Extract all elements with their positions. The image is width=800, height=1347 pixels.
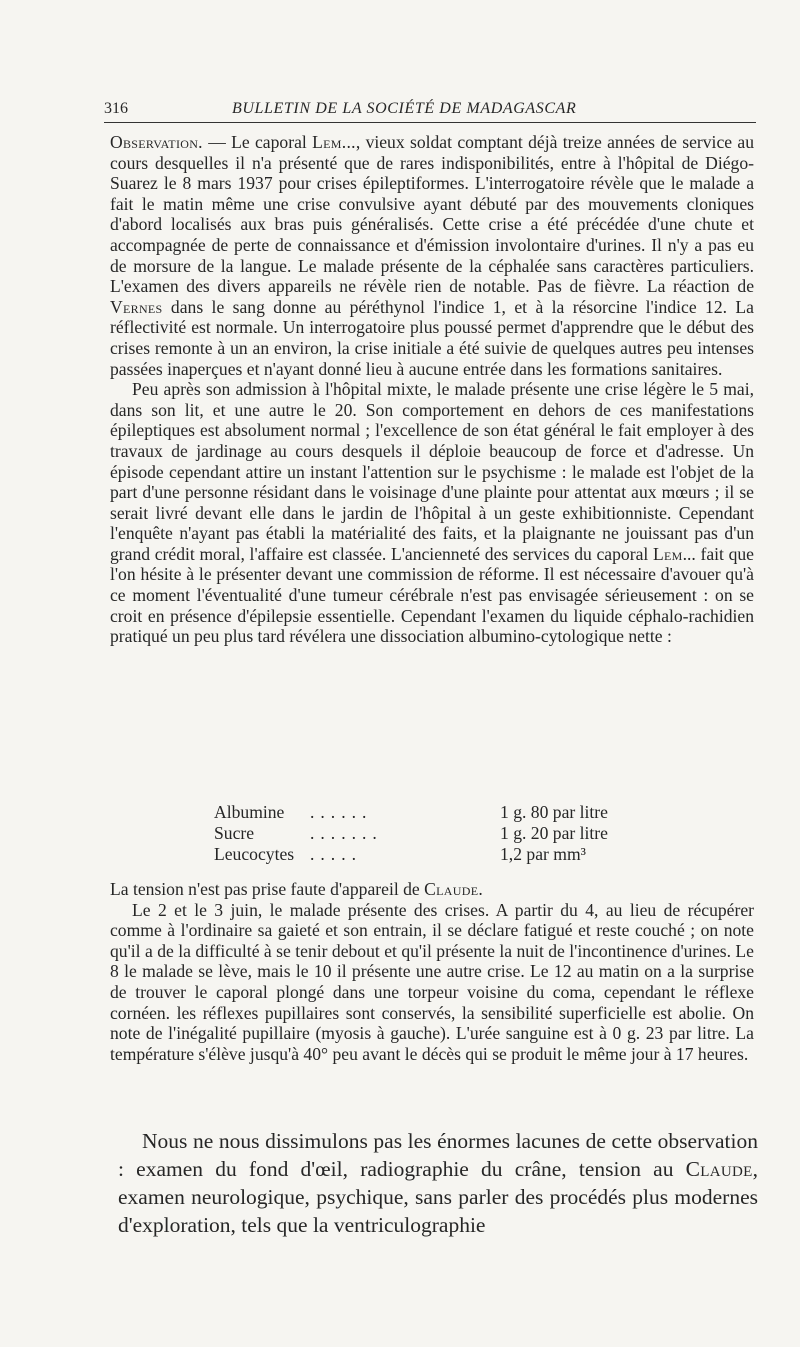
vernes-name: Vernes (110, 296, 163, 317)
observation-paragraph-2 (110, 379, 754, 647)
tension-paragraph (110, 879, 754, 900)
lab-value: 1,2 par mm³ (500, 844, 586, 864)
lab-name: Leucocytes (214, 844, 295, 864)
evolution-paragraph: Le 2 et le 3 juin, le malade présente des crises. A partir du 4, au lieu de récupérer comme à l'ordinaire sa gaieté et son entrain, il se déclare fatigué et reste couché ; on note qu'il a de la difficulté à se tenir debout et qu'il présente la nuit de l'incontinence d'urines. Le 8 le malade se lève, mais le 10 il présente une autre crise. Le 12 au matin on a la surprise de trouver le caporal plongé dans une torpeur voisine du coma, cependant le réflexe cornéen. les réflexes pupillaires sont conservés, la sensibilité superficielle est abolie. On note de l'inégalité pupillaire (myosis à gauche). L'urée sanguine est à 0 g. 23 par litre. La température s'élève jusqu'à 40° peu avant le décès qui se produit le même jour à 17 heures. (110, 899, 754, 1064)
running-title: BULLETIN DE LA SOCIÉTÉ DE MADAGASCAR (232, 100, 577, 117)
discussion-section (118, 1127, 758, 1239)
lab-leader-dots: ...... (310, 802, 373, 822)
lab-value: 1 g. 80 par litre (500, 802, 608, 822)
lab-name: Albumine (214, 802, 285, 822)
lab-name: Sucre (214, 823, 255, 843)
discussion-text-a: Nous ne nous dissimulons pas les énormes lacunes de cette observation : examen du fond d'œil, radiographie du crâne, tension au (118, 1129, 758, 1181)
lab-leader-dots: ..... (310, 844, 362, 864)
observation-text-a: — Le caporal (202, 132, 313, 152)
observation-section (110, 132, 754, 647)
discussion-text-b: , examen neurologique, psychique, sans parler des procédés plus modernes d'exploration, tels que la ventriculographie (118, 1157, 758, 1237)
tension-text-a: La tension n'est pas prise faute d'appareil de (110, 879, 425, 899)
patient-name: Lem... (312, 132, 356, 152)
lab-results-table (214, 802, 664, 865)
lab-row (214, 844, 664, 865)
claude-name-2: Claude (685, 1157, 753, 1181)
paragraph-2-text-b: ... fait que l'on hésite à le présenter devant une commission de réforme. Il est nécessaire d'avouer qu'à ce moment l'éventualité d'une tumeur cérébrale n'est pas envisagée sérieusement : on se croit en présence d'épilepsie essentielle. Cependant l'examen du liquide céphalo-rachidien pratiqué un peu plus tard révélera une dissociation albumino-cytologique nette : (110, 543, 754, 647)
page-number: 316 (104, 100, 128, 117)
paragraph-2-text-a: Peu après son admission à l'hôpital mixte, le malade présente une crise légère le 5 mai, dans son lit, et une autre le 20. Son comportement en dehors de ces manifestations épileptiques est absolument normal ; l'excellence de son état général le fait employer à des travaux de jardinage au cours desquels il déploie beaucoup de force et d'adresse. Un épisode cependant attire un instant l'attention sur le psychisme : le malade est l'objet de la part d'une personne résidant dans le voisinage d'une plainte pour attentat aux mœurs ; il se serait livré devant elle dans le jardin de l'hôpital à un geste exhibitionniste. Cependant l'enquête n'ayant pas établi la matérialité des faits, et la plaignante ne jouissant pas d'un grand crédit moral, l'affaire est classée. L'ancienneté des services du caporal (110, 379, 754, 564)
claude-name: Claude (424, 879, 479, 899)
tension-text-b: . (478, 879, 483, 899)
followup-section (110, 879, 754, 1064)
observation-text-c: dans le sang donne au péréthynol l'indice 1, et à la résorcine l'indice 12. La réflectivité est normale. Un interrogatoire plus poussé permet d'apprendre que le début des crises remonte à un an environ, la crise initiale a été suivie de quelques autres peu intenses passées inaperçues et n'ayant donné lieu à aucune entrée dans les formations sanitaires. (110, 296, 754, 379)
discussion-paragraph (118, 1127, 758, 1239)
patient-name-2: Lem (652, 543, 683, 564)
lab-leader-dots: ....... (310, 823, 383, 843)
observation-paragraph-1 (110, 132, 754, 379)
lab-value: 1 g. 20 par litre (500, 823, 608, 843)
lab-row (214, 802, 664, 823)
page-header (104, 98, 756, 123)
observation-label: Observation. (110, 132, 203, 152)
lab-row (214, 823, 664, 844)
observation-text-b: , vieux soldat comptant déjà treize années de service au cours desquelles il n'a présenté que de rares indisponibilités, entre à l'hôpital de Diégo-Suarez le 8 mars 1937 pour crises épileptiformes. L'interrogatoire révèle que le malade a fait le matin même une crise convulsive ayant débuté par des mouvements cloniques d'abord localisés aux bras puis généralisés. Cette crise a été précédée d'une chute et accompagnée de perte de connaissance et d'émission involontaire d'urines. Il n'y a pas eu de morsure de la langue. Le malade présente de la céphalée sans caractères particuliers. L'examen des divers appareils ne révèle rien de notable. Pas de fièvre. La réaction de (110, 132, 754, 297)
